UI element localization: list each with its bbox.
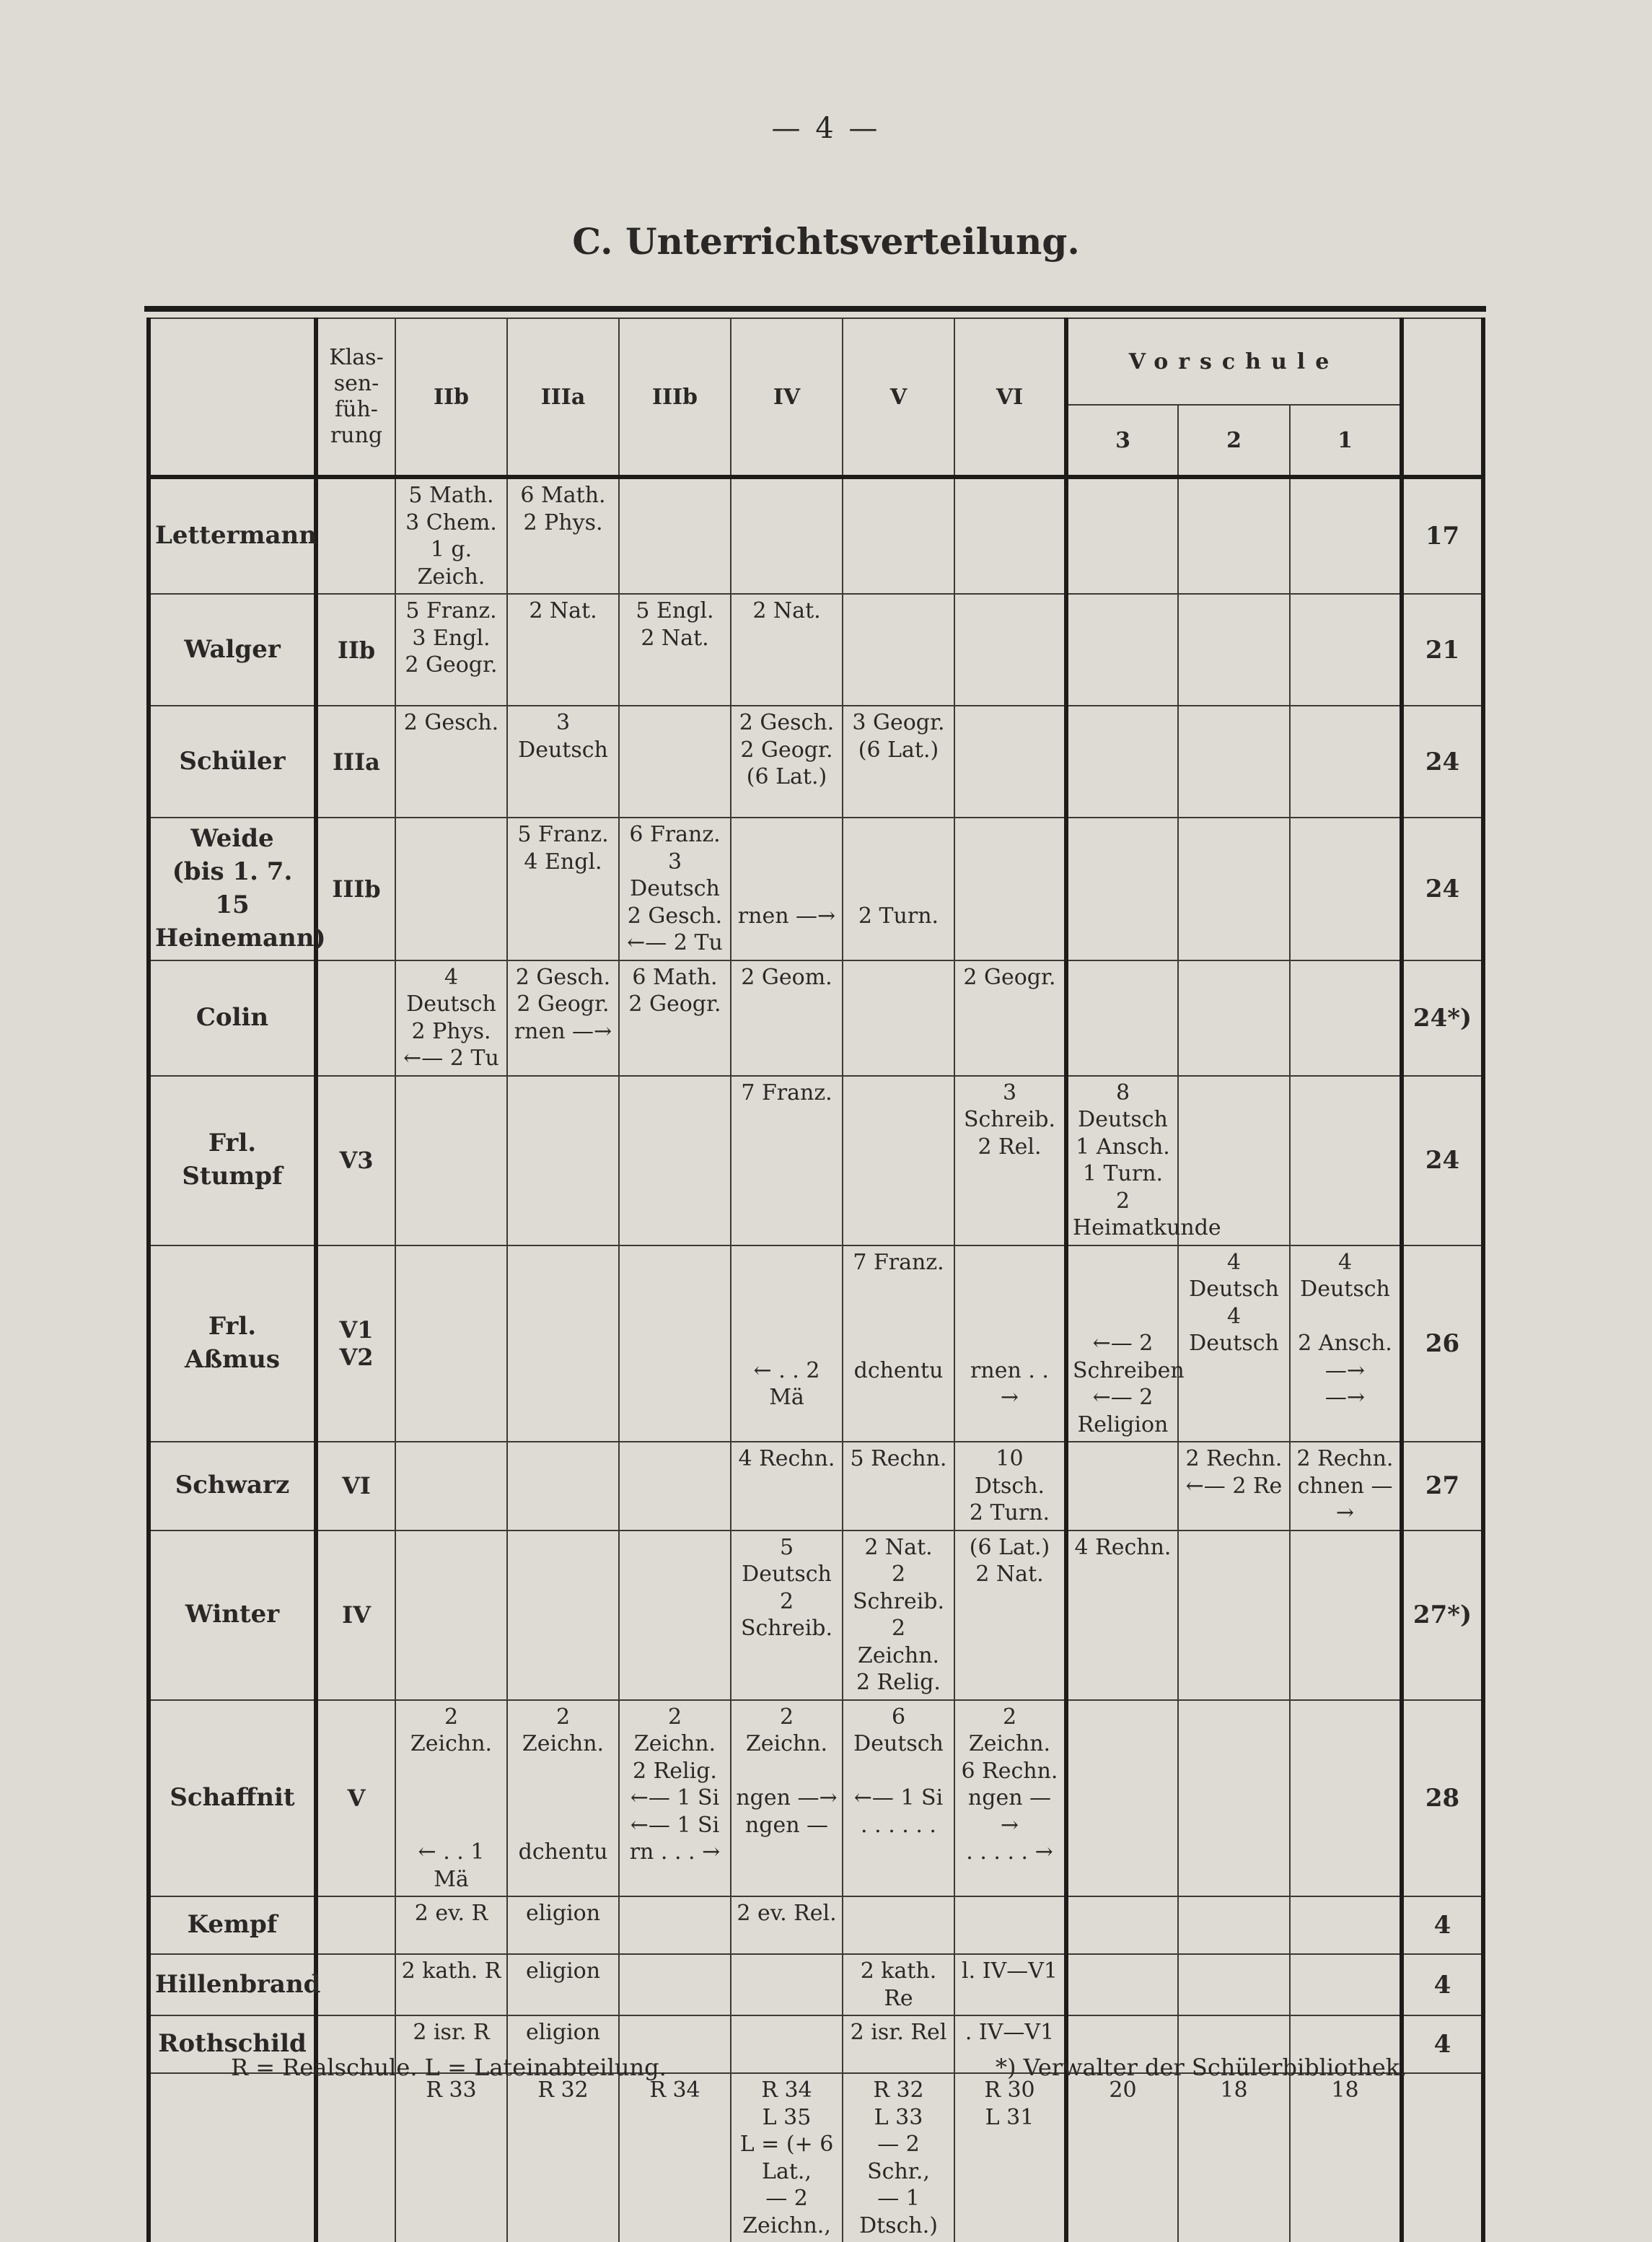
class-header: VI	[954, 318, 1066, 477]
hours-total: 24	[1402, 706, 1483, 818]
lesson-cell: rnen . . →	[954, 1245, 1066, 1442]
pupil-count-cell: 18	[1290, 2073, 1402, 2242]
lesson-cell: 2 Rechn. ←— 2 Re	[1178, 1442, 1290, 1531]
lesson-cell	[731, 1954, 843, 2015]
lesson-cell	[507, 1442, 619, 1531]
table-row	[149, 594, 1483, 706]
lesson-cell	[843, 477, 954, 594]
hours-total: 17	[1402, 477, 1483, 594]
klassenfuehrung-cell: IV	[316, 1531, 395, 1700]
lesson-cell: 2 Gesch. 2 Geogr. (6 Lat.)	[731, 706, 843, 818]
lesson-cell: 5 Rechn.	[843, 1442, 954, 1531]
table-row	[149, 1442, 1483, 1531]
lesson-cell	[619, 1245, 731, 1442]
lesson-cell	[619, 477, 731, 594]
lesson-cell: 2 Nat.	[507, 594, 619, 706]
pupil-count-cell: R 32	[507, 2073, 619, 2242]
class-header: IIIb	[619, 318, 731, 477]
lesson-cell	[507, 1531, 619, 1700]
lesson-cell: 10 Dtsch. 2 Turn.	[954, 1442, 1066, 1531]
table-row	[149, 1700, 1483, 1897]
lesson-cell: 4 Rechn.	[731, 1442, 843, 1531]
lesson-cell: (6 Lat.) 2 Nat.	[954, 1531, 1066, 1700]
lesson-cell	[507, 1245, 619, 1442]
sums-empty-cell	[1402, 2073, 1483, 2242]
lesson-cell	[1178, 477, 1290, 594]
klassenfuehrung-cell: IIb	[316, 594, 395, 706]
lesson-cell: 4 Rechn.	[1066, 1531, 1178, 1700]
lesson-cell	[395, 1076, 507, 1245]
klassenfuehrung-cell	[316, 960, 395, 1076]
lesson-cell	[619, 1442, 731, 1531]
lesson-cell: 6 Math. 2 Geogr.	[619, 960, 731, 1076]
lesson-cell: 2 isr. Rel	[843, 2015, 954, 2073]
total-header	[1402, 318, 1483, 477]
lesson-cell: 2 ev. Rel.	[731, 1896, 843, 1954]
lesson-cell	[954, 706, 1066, 818]
lesson-cell: 2 kath. Re	[843, 1954, 954, 2015]
klassenfuehrung-header: Klas- sen- füh- rung	[316, 318, 395, 477]
lesson-cell: 3 Geogr. (6 Lat.)	[843, 706, 954, 818]
table-row	[149, 1245, 1483, 1442]
lesson-cell: 3 Deutsch	[507, 706, 619, 818]
lesson-cell	[1290, 1896, 1402, 1954]
lesson-cell: 2 Zeichn. ← . . 1 Mä	[395, 1700, 507, 1897]
table-row	[149, 1896, 1483, 1954]
lesson-cell	[1290, 818, 1402, 960]
lesson-cell: 5 Engl. 2 Nat.	[619, 594, 731, 706]
teacher-name: Kempf	[149, 1896, 316, 1954]
lesson-cell	[1290, 1531, 1402, 1700]
pupil-count-cell: R 30 L 31	[954, 2073, 1066, 2242]
lesson-cell	[395, 1531, 507, 1700]
lesson-cell	[507, 1076, 619, 1245]
hours-total: 24	[1402, 1076, 1483, 1245]
lesson-cell	[731, 2015, 843, 2073]
table-row	[149, 1076, 1483, 1245]
lesson-cell: 2 Zeichn. ngen —→ ngen —	[731, 1700, 843, 1897]
lesson-cell: 3 Schreib. 2 Rel.	[954, 1076, 1066, 1245]
hours-total: 21	[1402, 594, 1483, 706]
lesson-cell: 6 Deutsch ←— 1 Si . . . . . .	[843, 1700, 954, 1897]
lesson-cell	[1290, 594, 1402, 706]
lesson-cell	[1066, 594, 1178, 706]
klassenfuehrung-cell	[316, 1896, 395, 1954]
class-header: IIIa	[507, 318, 619, 477]
lesson-cell	[1066, 477, 1178, 594]
table-row	[149, 960, 1483, 1076]
table-row	[149, 1531, 1483, 1700]
hours-total: 24*)	[1402, 960, 1483, 1076]
vorschule-class-header: 2	[1178, 405, 1290, 477]
lesson-cell: eligion	[507, 2015, 619, 2073]
hours-total: 27	[1402, 1442, 1483, 1531]
lesson-cell: eligion	[507, 1896, 619, 1954]
lesson-cell	[954, 818, 1066, 960]
table-row	[149, 818, 1483, 960]
lesson-cell: 4 Deutsch 2 Phys. ←— 2 Tu	[395, 960, 507, 1076]
lesson-cell	[1178, 706, 1290, 818]
table-row	[149, 706, 1483, 818]
lesson-cell	[1290, 960, 1402, 1076]
lesson-cell	[619, 1954, 731, 2015]
lesson-cell	[395, 1245, 507, 1442]
lesson-cell	[1178, 1700, 1290, 1897]
lesson-cell: 2 isr. R	[395, 2015, 507, 2073]
class-header: V	[843, 318, 954, 477]
lesson-cell: rnen —→	[731, 818, 843, 960]
class-header: IV	[731, 318, 843, 477]
lesson-cell: 7 Franz.	[731, 1076, 843, 1245]
teacher-name: Schaffnit	[149, 1700, 316, 1897]
lesson-cell	[1290, 1954, 1402, 2015]
lesson-cell: ← . . 2 Mä	[731, 1245, 843, 1442]
lesson-cell	[843, 1896, 954, 1954]
lesson-cell: 2 Rechn. chnen —→	[1290, 1442, 1402, 1531]
klassenfuehrung-cell: V	[316, 1700, 395, 1897]
lesson-cell: 6 Franz. 3 Deutsch 2 Gesch. ←— 2 Tu	[619, 818, 731, 960]
lesson-cell	[1290, 477, 1402, 594]
lesson-cell	[954, 1896, 1066, 1954]
hours-total: 24	[1402, 818, 1483, 960]
hours-total: 27*)	[1402, 1531, 1483, 1700]
hours-total: 26	[1402, 1245, 1483, 1442]
lesson-cell: 2 Turn.	[843, 818, 954, 960]
page-number: — 4 —	[771, 112, 881, 145]
lesson-cell: 6 Math. 2 Phys.	[507, 477, 619, 594]
lesson-cell: l. IV—V1	[954, 1954, 1066, 2015]
lesson-cell	[954, 594, 1066, 706]
lesson-cell: . IV—V1	[954, 2015, 1066, 2073]
lesson-cell: 2 Nat.	[731, 594, 843, 706]
vorschule-header: Vorschule	[1066, 318, 1402, 405]
lesson-cell	[843, 1076, 954, 1245]
pupil-count-cell: R 32 L 33 — 2 Schr., — 1 Dtsch.)	[843, 2073, 954, 2242]
lesson-cell	[1066, 1442, 1178, 1531]
lesson-cell	[731, 477, 843, 594]
pupil-count-cell: R 34	[619, 2073, 731, 2242]
lesson-cell	[1290, 1076, 1402, 1245]
pupil-count-cell: 18	[1178, 2073, 1290, 2242]
table-row	[149, 477, 1483, 594]
table-row	[149, 1954, 1483, 2015]
pupil-count-cell: R 33	[395, 2073, 507, 2242]
klassenfuehrung-cell: IIIa	[316, 706, 395, 818]
klassenfuehrung-cell: V1 V2	[316, 1245, 395, 1442]
hours-total: 28	[1402, 1700, 1483, 1897]
teacher-name: Lettermann	[149, 477, 316, 594]
footnote-abbreviations: R = Realschule. L = Lateinabteilung.	[231, 2054, 667, 2081]
sums-empty-cell	[149, 2073, 316, 2242]
footnote-asterisk: *) Verwalter der Schülerbibliothek.	[996, 2054, 1407, 2081]
lesson-cell: 2 Nat. 2 Schreib. 2 Zeichn. 2 Relig.	[843, 1531, 954, 1700]
lesson-cell	[1290, 1700, 1402, 1897]
teacher-name: Frl. Aßmus	[149, 1245, 316, 1442]
lesson-cell	[1066, 1954, 1178, 2015]
lesson-cell	[395, 1442, 507, 1531]
lesson-cell: 5 Franz. 4 Engl.	[507, 818, 619, 960]
teacher-name: Schüler	[149, 706, 316, 818]
lesson-cell	[1066, 1896, 1178, 1954]
klassenfuehrung-cell	[316, 477, 395, 594]
lesson-cell	[1066, 818, 1178, 960]
lesson-cell: 2 Geogr.	[954, 960, 1066, 1076]
klassenfuehrung-cell: IIIb	[316, 818, 395, 960]
hours-total: 4	[1402, 2015, 1483, 2073]
lesson-cell	[1178, 818, 1290, 960]
lesson-cell	[1066, 706, 1178, 818]
lesson-cell	[954, 477, 1066, 594]
teacher-name: Walger	[149, 594, 316, 706]
teacher-name: Weide (bis 1. 7. 15 Heinemann)	[149, 818, 316, 960]
teacher-name: Colin	[149, 960, 316, 1076]
lesson-cell: 2 Zeichn. 2 Relig. ←— 1 Si ←— 1 Si rn . . . →	[619, 1700, 731, 1897]
sums-empty-cell	[316, 2073, 395, 2242]
klassenfuehrung-cell	[316, 1954, 395, 2015]
lesson-cell: 7 Franz. dchentu	[843, 1245, 954, 1442]
klassenfuehrung-cell: VI	[316, 1442, 395, 1531]
lesson-cell	[1178, 1531, 1290, 1700]
pupil-count-cell: 20	[1066, 2073, 1178, 2242]
lesson-cell	[1178, 594, 1290, 706]
lesson-cell: 2 Gesch. 2 Geogr. rnen —→	[507, 960, 619, 1076]
lesson-cell: ←— 2 Schreiben ←— 2 Religion	[1066, 1245, 1178, 1442]
vorschule-class-header: 1	[1290, 405, 1402, 477]
lesson-cell: 4 Deutsch 2 Ansch. —→ —→	[1290, 1245, 1402, 1442]
lesson-cell	[1066, 1700, 1178, 1897]
lesson-cell: 2 Zeichn. dchentu	[507, 1700, 619, 1897]
distribution-table	[146, 318, 1485, 2242]
teacher-name: Winter	[149, 1531, 316, 1700]
class-header: IIb	[395, 318, 507, 477]
lesson-cell: eligion	[507, 1954, 619, 2015]
teacher-name: Hillenbrand	[149, 1954, 316, 2015]
lesson-cell	[1066, 960, 1178, 1076]
lesson-cell: 4 Deutsch 4 Deutsch	[1178, 1245, 1290, 1442]
lesson-cell	[619, 1531, 731, 1700]
lesson-cell	[1178, 1954, 1290, 2015]
lesson-cell	[1290, 706, 1402, 818]
teacher-name: Rothschild	[149, 2015, 316, 2073]
lesson-cell: 2 kath. R	[395, 1954, 507, 2015]
hours-total: 4	[1402, 1896, 1483, 1954]
lesson-cell	[843, 594, 954, 706]
lesson-cell: 5 Franz. 3 Engl. 2 Geogr.	[395, 594, 507, 706]
teacher-name: Schwarz	[149, 1442, 316, 1531]
teacher-header	[149, 318, 316, 477]
lesson-cell: 2 Geom.	[731, 960, 843, 1076]
lesson-cell	[1178, 1896, 1290, 1954]
lesson-cell	[619, 706, 731, 818]
lesson-cell: 2 ev. R	[395, 1896, 507, 1954]
lesson-cell	[619, 1896, 731, 1954]
sums-row	[149, 2073, 1483, 2242]
page-title: C. Unterrichtsverteilung.	[572, 220, 1080, 263]
top-rule	[144, 306, 1486, 312]
lesson-cell: 5 Math. 3 Chem. 1 g. Zeich.	[395, 477, 507, 594]
lesson-cell: 5 Deutsch 2 Schreib.	[731, 1531, 843, 1700]
pupil-count-cell: R 34 L 35 L = (+ 6 Lat., — 2 Zeichn.,	[731, 2073, 843, 2242]
lesson-cell	[395, 818, 507, 960]
vorschule-class-header: 3	[1066, 405, 1178, 477]
teacher-name: Frl. Stumpf	[149, 1076, 316, 1245]
lesson-cell: 2 Gesch.	[395, 706, 507, 818]
lesson-cell	[619, 1076, 731, 1245]
klassenfuehrung-cell: V3	[316, 1076, 395, 1245]
lesson-cell	[1178, 960, 1290, 1076]
lesson-cell: 8 Deutsch 1 Ansch. 1 Turn. 2 Heimatkunde	[1066, 1076, 1178, 1245]
lesson-cell: 2 Zeichn. 6 Rechn. ngen —→ . . . . . →	[954, 1700, 1066, 1897]
hours-total: 4	[1402, 1954, 1483, 2015]
lesson-cell	[843, 960, 954, 1076]
